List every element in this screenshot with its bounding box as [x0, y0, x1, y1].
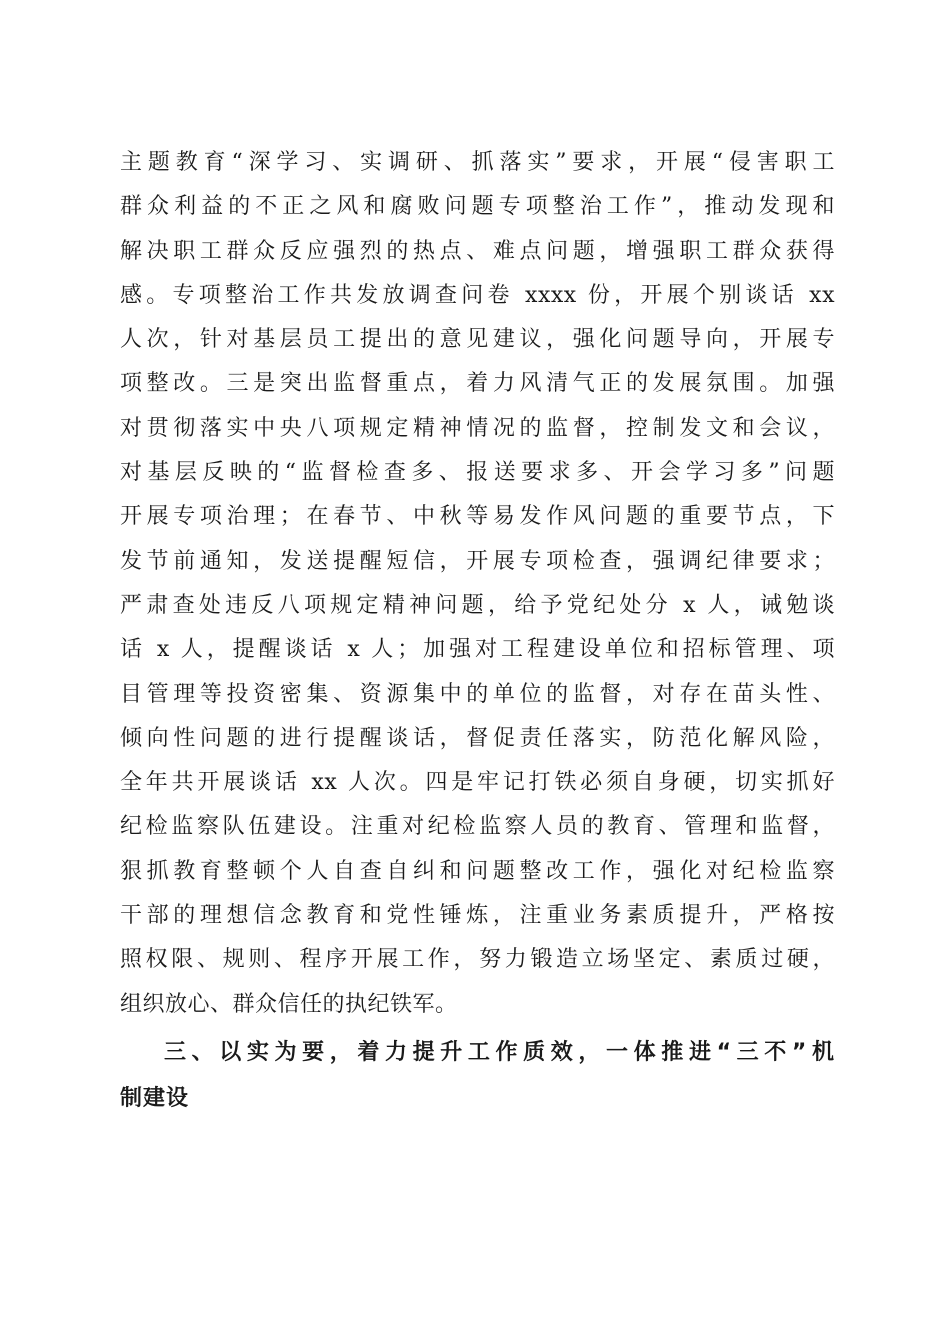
paragraph-line: 对基层反映的“监督检查多、报送要求多、开会学习多”问题 — [120, 460, 835, 486]
paragraph-line: 群众利益的不正之风和腐败问题专项整治工作”，推动发现和 — [120, 194, 835, 220]
paragraph-line: 目管理等投资密集、资源集中的单位的监督，对存在苗头性、 — [120, 681, 835, 707]
paragraph-line: 严肃查处违反八项规定精神问题，给予党纪处分 x 人，诫勉谈 — [120, 592, 835, 618]
paragraph-line: 话 x 人，提醒谈话 x 人；加强对工程建设单位和招标管理、项 — [120, 637, 835, 663]
paragraph-line: 主题教育“深学习、实调研、抓落实”要求，开展“侵害职工 — [120, 150, 835, 175]
paragraph-line: 干部的理想信念教育和党性锤炼，注重业务素质提升，严格按 — [120, 903, 835, 929]
paragraph-line: 人次，针对基层员工提出的意见建议，强化问题导向，开展专 — [120, 327, 835, 353]
heading-line: 三、以实为要，着力提升工作质效，一体推进“三不”机 — [164, 1040, 835, 1065]
paragraph-line: 全年共开展谈话 xx 人次。四是牢记打铁必须自身硬，切实抓好 — [120, 770, 835, 796]
paragraph-line: 对贯彻落实中央八项规定精神情况的监督，控制发文和会议， — [120, 415, 835, 441]
paragraph-line: 感。专项整治工作共发放调查问卷 xxxx 份，开展个别谈话 xx — [120, 282, 835, 308]
paragraph-line: 开展专项治理；在春节、中秋等易发作风问题的重要节点，下 — [120, 504, 835, 530]
paragraph-line: 倾向性问题的进行提醒谈话，督促责任落实，防范化解风险， — [120, 725, 835, 751]
paragraph-line: 狠抓教育整顿个人自查自纠和问题整改工作，强化对纪检监察 — [120, 858, 835, 884]
paragraph-line: 解决职工群众反应强烈的热点、难点问题，增强职工群众获得 — [120, 238, 835, 264]
heading-line: 制建设 — [120, 1086, 190, 1111]
paragraph-line: 纪检监察队伍建设。注重对纪检监察人员的教育、管理和监督， — [120, 814, 835, 840]
section-heading — [120, 1030, 835, 1122]
paragraph-line: 组织放心、群众信任的执纪铁军。 — [120, 991, 458, 1017]
paragraph-line: 项整改。三是突出监督重点，着力风清气正的发展氛围。加强 — [120, 371, 835, 397]
paragraph-line: 照权限、规则、程序开展工作，努力锻造立场坚定、素质过硬， — [120, 947, 835, 973]
body-paragraph — [120, 141, 835, 1027]
paragraph-line: 发节前通知，发送提醒短信，开展专项检查，强调纪律要求； — [120, 548, 835, 574]
